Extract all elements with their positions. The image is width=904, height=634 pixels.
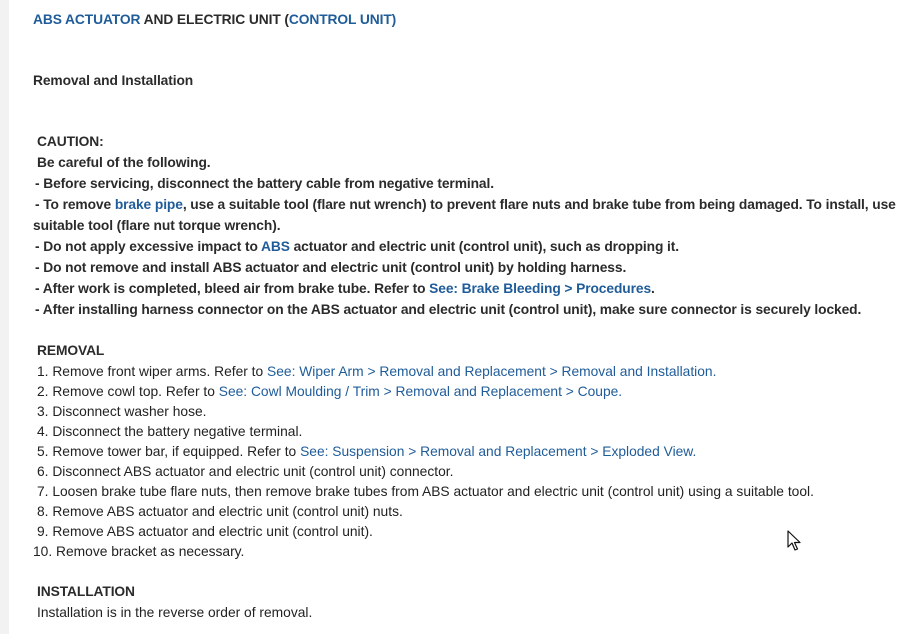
caution-item-2-text-a: - To remove: [35, 197, 115, 212]
removal-step-1-text: 1. Remove front wiper arms. Refer to: [37, 364, 268, 379]
removal-step-9: 9. Remove ABS actuator and electric unit (control unit).: [37, 524, 373, 539]
section-title: Removal and Installation: [33, 73, 194, 88]
caution-item-2-continued: suitable tool (flare nut torque wrench).: [33, 218, 281, 233]
removal-step-2: [37, 383, 622, 401]
suspension-link[interactable]: See: Suspension > Removal and Replacement > Exploded View: [300, 444, 693, 459]
cowl-moulding-link[interactable]: See: Cowl Moulding / Trim > Removal and Replacement > Coupe: [218, 384, 619, 399]
caution-heading: CAUTION:: [37, 134, 104, 149]
caution-item-6: - After installing harness connector on the ABS actuator and electric unit (control unit), make sure connector is securely locked.: [35, 302, 862, 317]
removal-step-5: [37, 443, 696, 461]
caution-intro: Be careful of the following.: [37, 155, 211, 170]
removal-step-1-period: .: [712, 364, 717, 379]
removal-step-7: 7. Loosen brake tube flare nuts, then remove brake tubes from ABS actuator and electric unit (control unit) using a suitable tool.: [37, 484, 814, 499]
title-link-abs-actuator[interactable]: ABS ACTUATOR: [33, 12, 141, 27]
title-text: AND ELECTRIC UNIT (: [140, 12, 289, 27]
caution-item-2: [35, 196, 896, 214]
removal-step-1: [37, 363, 716, 381]
caution-item-3-text-a: - Do not apply excessive impact to: [35, 239, 262, 254]
title-link-control-unit[interactable]: CONTROL UNIT: [288, 12, 392, 27]
caution-item-4: - Do not remove and install ABS actuator and electric unit (control unit) by holding harness.: [35, 260, 627, 275]
caution-item-5-text-b: .: [651, 281, 655, 296]
page-title: [33, 11, 396, 29]
removal-step-5-period: .: [692, 444, 697, 459]
wiper-arm-link[interactable]: See: Wiper Arm > Removal and Replacement > Removal and Installation: [267, 364, 713, 379]
title-close-paren: ): [391, 12, 397, 27]
removal-step-2-period: .: [618, 384, 623, 399]
caution-item-2-text-b: , use a suitable tool (flare nut wrench) to prevent flare nuts and brake tube from being damaged. To install, use: [182, 197, 896, 212]
caution-item-5: [35, 280, 655, 298]
mouse-cursor-icon: [787, 530, 803, 552]
installation-text: Installation is in the reverse order of removal.: [37, 605, 313, 620]
removal-step-10: 10. Remove bracket as necessary.: [33, 544, 245, 559]
removal-heading: REMOVAL: [37, 343, 105, 358]
brake-pipe-link[interactable]: brake pipe: [114, 197, 183, 212]
abs-link[interactable]: ABS: [261, 239, 290, 254]
installation-heading: INSTALLATION: [37, 584, 135, 599]
caution-item-1: - Before servicing, disconnect the battery cable from negative terminal.: [35, 176, 494, 191]
removal-step-3: 3. Disconnect washer hose.: [37, 404, 207, 419]
removal-step-2-text: 2. Remove cowl top. Refer to: [37, 384, 219, 399]
caution-item-5-text-a: - After work is completed, bleed air from brake tube. Refer to: [35, 281, 430, 296]
removal-step-8: 8. Remove ABS actuator and electric unit (control unit) nuts.: [37, 504, 403, 519]
brake-bleeding-link[interactable]: See: Brake Bleeding > Procedures: [429, 281, 652, 296]
removal-step-4: 4. Disconnect the battery negative terminal.: [37, 424, 303, 439]
caution-item-3: [35, 238, 679, 256]
removal-step-5-text: 5. Remove tower bar, if equipped. Refer to: [37, 444, 301, 459]
left-margin-bar: [0, 0, 9, 634]
caution-item-3-text-b: actuator and electric unit (control unit), such as dropping it.: [289, 239, 679, 254]
removal-step-6: 6. Disconnect ABS actuator and electric unit (control unit) connector.: [37, 464, 454, 479]
